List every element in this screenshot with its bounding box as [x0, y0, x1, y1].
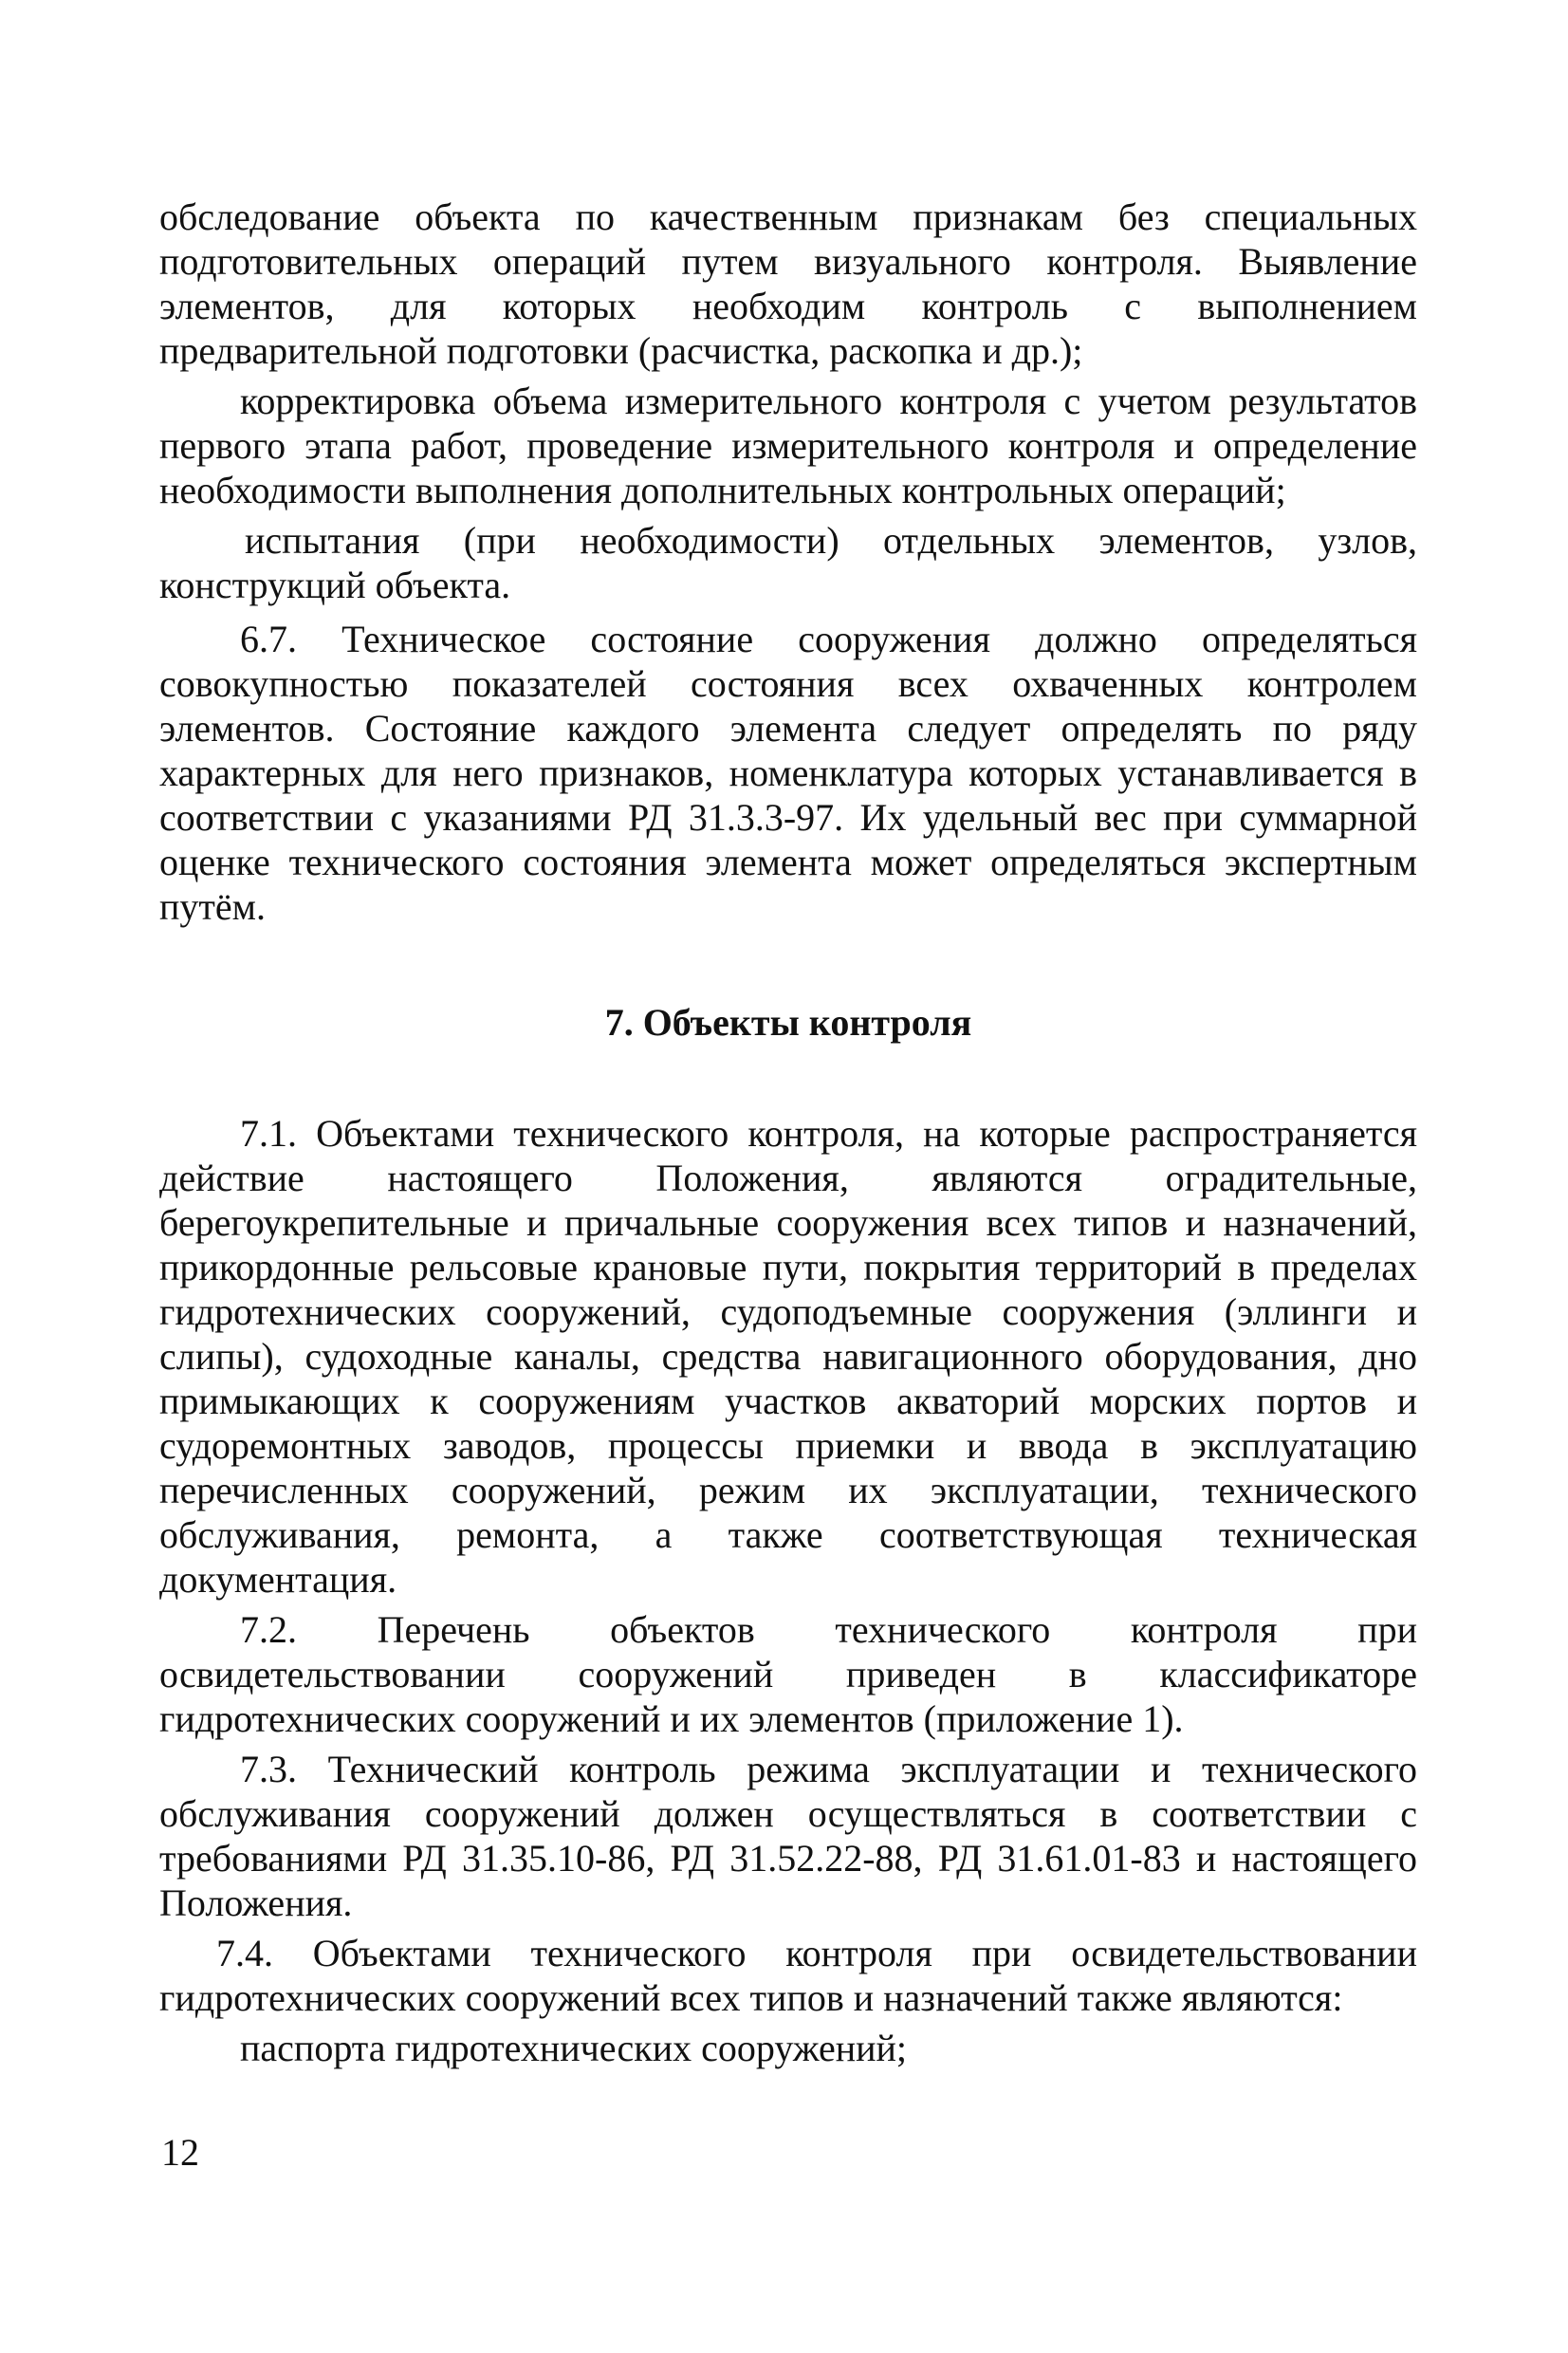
paragraph-6-7: 6.7. Техническое состояние сооружения должно определяться совокупностью показателей состояния всех охваченных контролем элементов. Состояние каждого элемента следует определять по ряду характерных для него признаков, номенклатура которых устанавливается в соответствии с указаниями РД 31.3.3-97. Их удельный вес при суммарной оценке технического состояния элемента может определяться экспертным путём.: [159, 618, 1417, 928]
paragraph-7-3: 7.3. Технический контроль режима эксплуатации и технического обслуживания сооружений должен осуществляться в соответствии с требованиями РД 31.35.10-86, РД 31.52.22-88, РД 31.61.01-83 и настоящего Положения.: [159, 1748, 1417, 1924]
paragraph-visual-inspection: обследование объекта по качественным признакам без специальных подготовительных операций путем визуального контроля. Выявление элементов, для которых необходим контроль с выполнением предварительной подготовки (расчистка, раскопка и др.);: [159, 195, 1417, 372]
page-number: 12: [161, 2131, 199, 2174]
document-page: [159, 195, 1417, 2070]
paragraph-7-4: 7.4. Объектами технического контроля при освидетельствовании гидротехнических сооружений всех типов и назначений также являются:: [159, 1932, 1417, 2019]
paragraph-7-1: 7.1. Объектами технического контроля, на которые распространяется действие настоящего Положения, являются оградительные, берегоукрепительные и причальные сооружения всех типов и назначений, прикордонные рельсовые крановые пути, покрытия территорий в пределах гидротехнических сооружений, судоподъемные сооружения (эллинги и слипы), судоходные каналы, средства навигационного оборудования, дно примыкающих к сооружениям участков акваторий морских портов и судоремонтных заводов, процессы приемки и ввода в эксплуатацию перечисленных сооружений, режим их эксплуатации, технического обслуживания, ремонта, а также соответствующая техническая документация.: [159, 1112, 1417, 1601]
paragraph-7-2: 7.2. Перечень объектов технического контроля при освидетельствовании сооружений приведен в классификаторе гидротехнических сооружений и их элементов (приложение 1).: [159, 1608, 1417, 1740]
paragraph-tests: испытания (при необходимости) отдельных элементов, узлов, конструкций объекта.: [159, 519, 1417, 606]
section-title: 7. Объекты контроля: [604, 1001, 972, 1044]
paragraph-measurement-correction: корректировка объема измерительного контроля с учетом результатов первого этапа работ, проведение измерительного контроля и определение необходимости выполнения дополнительных контрольных операций;: [159, 380, 1417, 511]
paragraph-passports: паспорта гидротехнических сооружений;: [240, 2027, 908, 2069]
